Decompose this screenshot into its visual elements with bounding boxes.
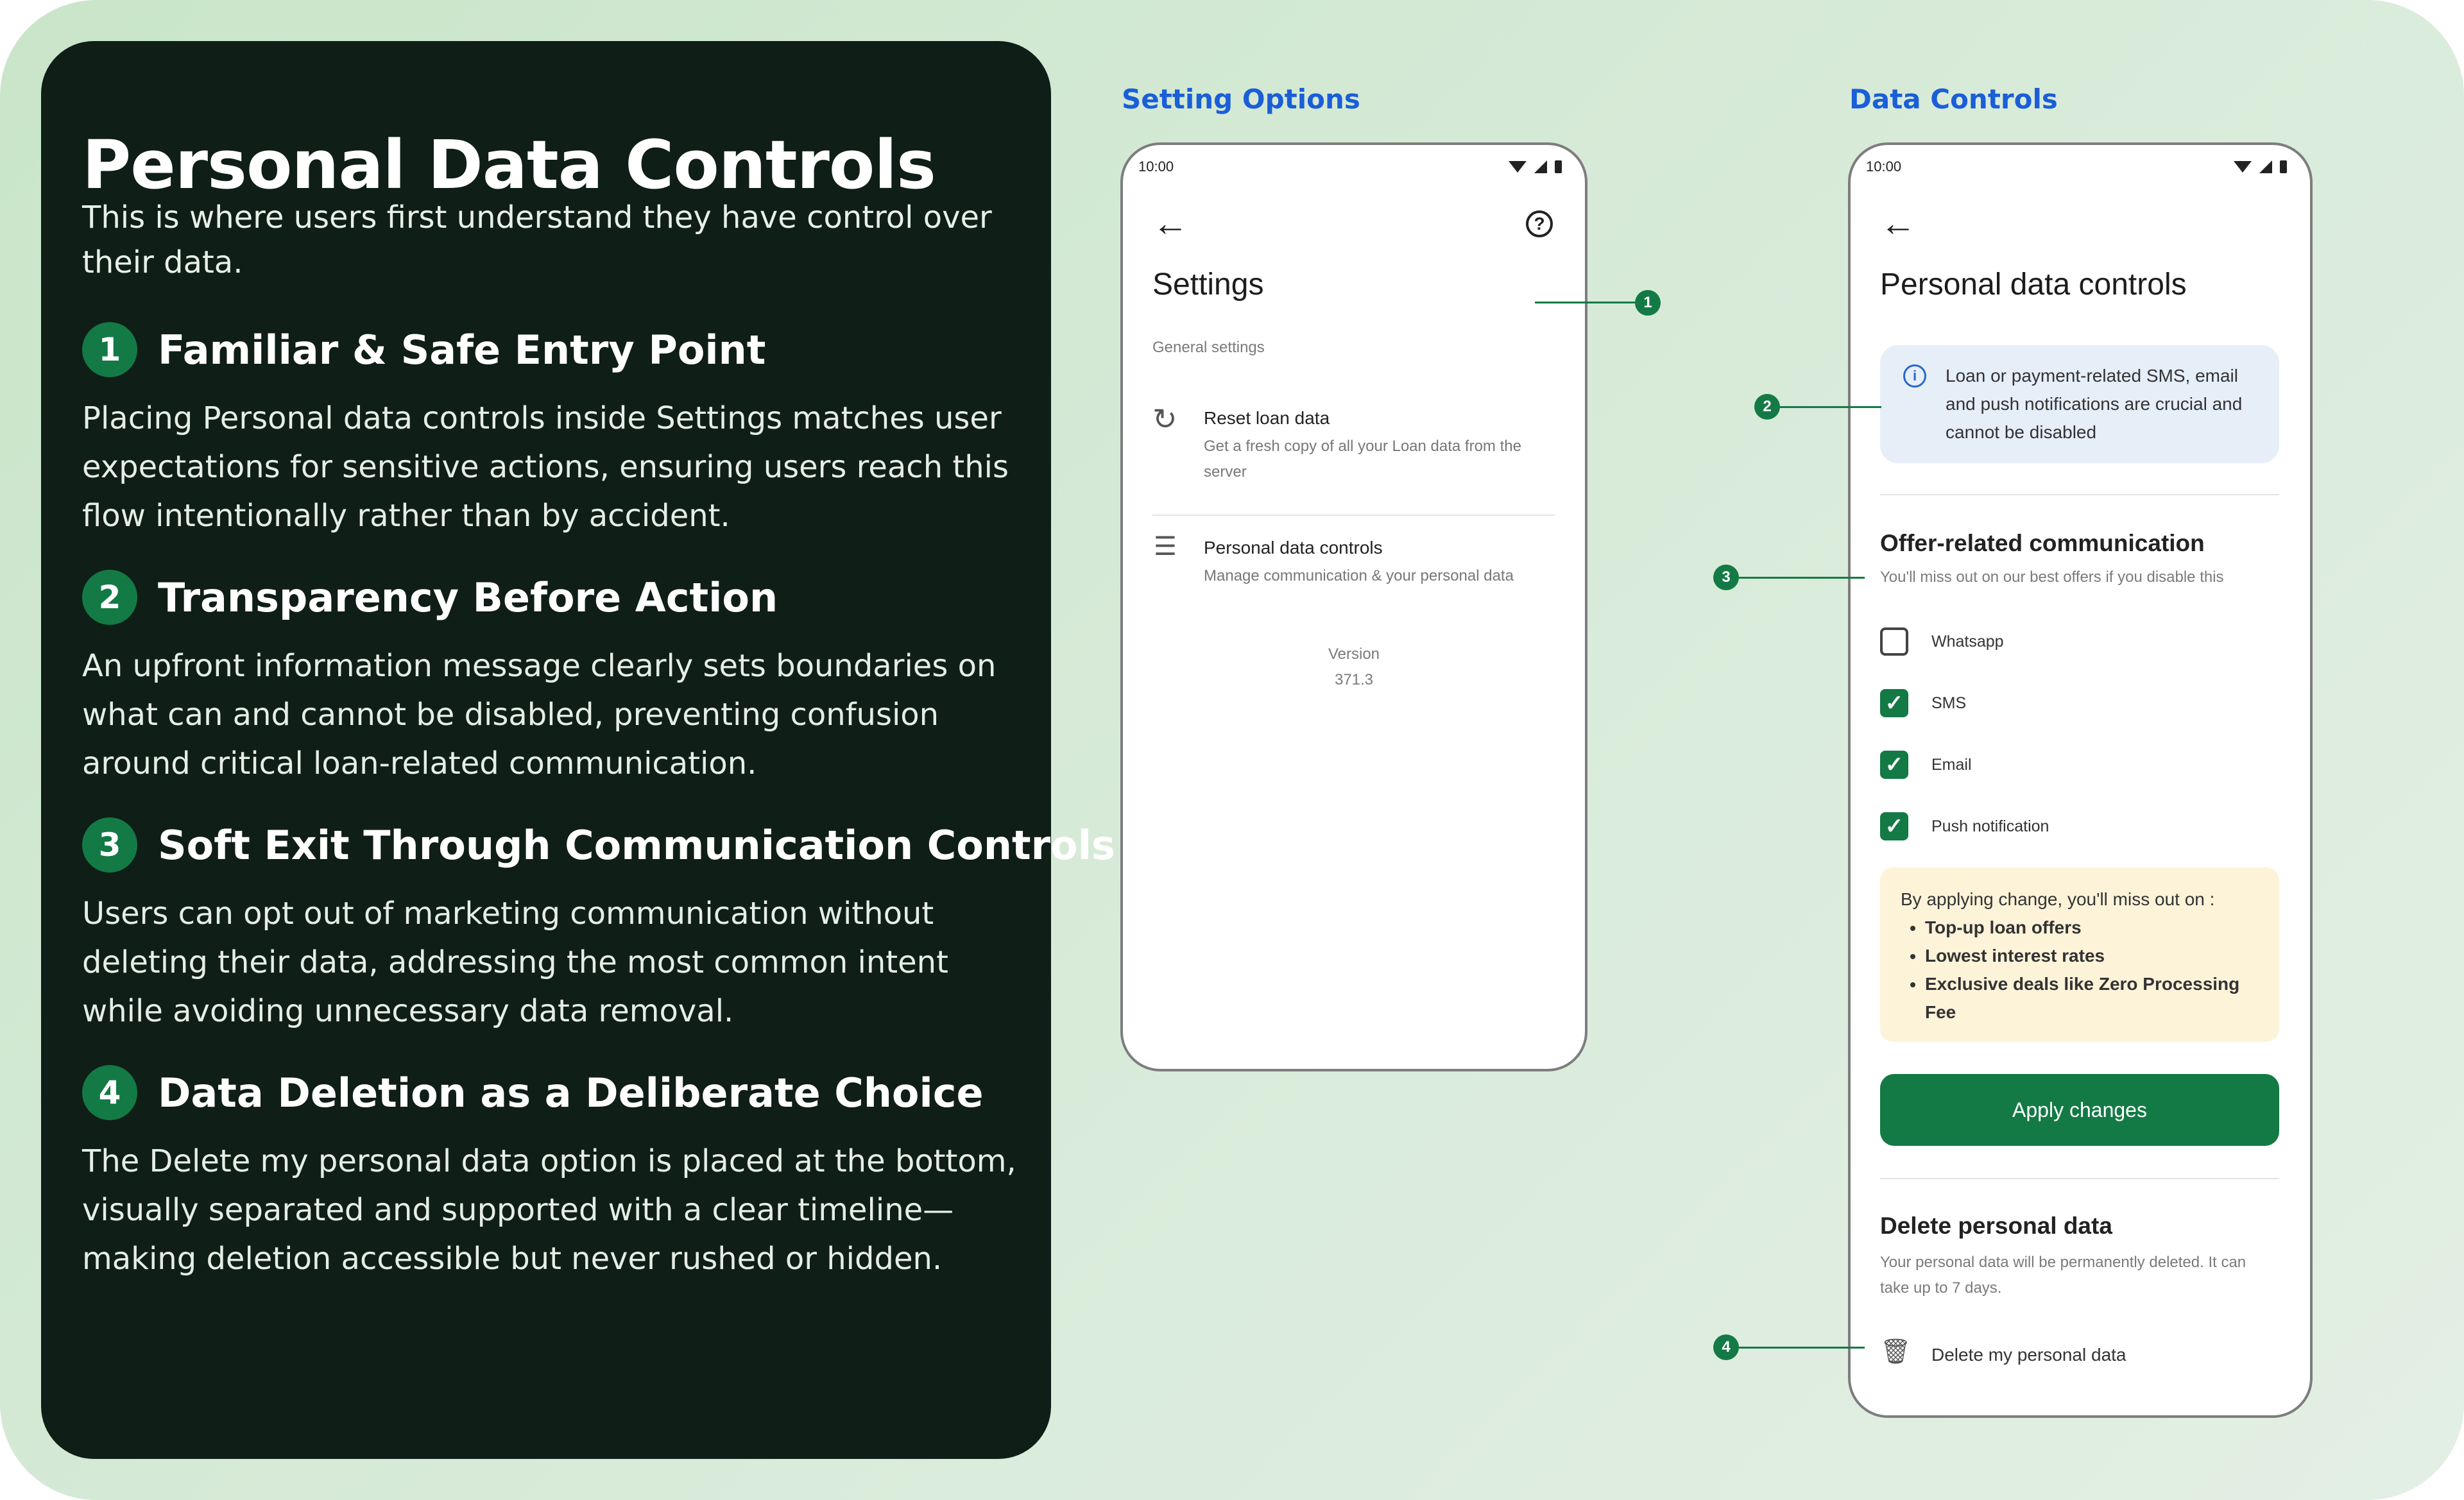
point-title: Transparency Before Action <box>158 574 778 621</box>
version-label: Version <box>1328 645 1380 663</box>
callout-line-4 <box>1739 1347 1865 1349</box>
point-number: 3 <box>82 817 137 873</box>
settings-item-title: Personal data controls <box>1204 538 1383 558</box>
delete-action-label: Delete my personal data <box>1931 1345 2126 1365</box>
point-number: 2 <box>82 570 137 625</box>
point-body: An upfront information message clearly sets boundaries on what can and cannot be disabled, preventing confusion around critical loan-related communication. <box>82 648 997 781</box>
page-subtitle: This is where users first understand they have control over their data. <box>82 200 992 280</box>
whatsapp-checkbox[interactable] <box>1880 627 1908 656</box>
settings-item-personal-data-controls[interactable] <box>1123 534 1585 604</box>
trash-icon: 🗑 <box>1880 1338 1912 1365</box>
email-checkbox[interactable]: ✓ <box>1880 751 1908 779</box>
point-4 <box>82 1064 1032 1283</box>
settings-item-subtitle: Get a fresh copy of all your Loan data from the server <box>1204 438 1521 481</box>
info-icon: i <box>1903 364 1926 388</box>
warning-item: • Lowest interest rates <box>1925 942 2259 970</box>
whatsapp-label: Whatsapp <box>1931 633 2004 651</box>
settings-item-subtitle: Manage communication & your personal data <box>1204 567 1514 584</box>
offer-section-subtitle: You'll miss out on our best offers if you disable this <box>1880 568 2224 586</box>
settings-item-title: Reset loan data <box>1204 408 1330 428</box>
callout-line-2 <box>1779 406 1881 408</box>
status-bar <box>1866 154 2287 180</box>
warning-item: • Exclusive deals like Zero Processing Fee <box>1925 970 2259 1027</box>
point-title: Soft Exit Through Communication Controls <box>158 821 1115 869</box>
label-data-controls: Data Controls <box>1849 83 2058 115</box>
point-number: 1 <box>82 322 137 377</box>
sliders-icon: ☰ <box>1154 533 1177 561</box>
settings-phone <box>1120 142 1587 1071</box>
info-banner <box>1880 345 2279 463</box>
divider <box>1880 1178 2279 1179</box>
email-label: Email <box>1931 756 1972 774</box>
callout-3: 3 <box>1713 565 1739 590</box>
point-body: Users can opt out of marketing communication without deleting their data, addressing the most common intent while avoiding unnecessary data removal. <box>82 896 948 1029</box>
signal-icon <box>1534 160 1547 173</box>
wifi-icon <box>1509 161 1527 173</box>
warning-box <box>1880 867 2279 1042</box>
point-title: Data Deletion as a Deliberate Choice <box>158 1069 984 1116</box>
push-notification-checkbox[interactable]: ✓ <box>1880 812 1908 840</box>
data-controls-phone <box>1848 142 2313 1418</box>
label-setting-options: Setting Options <box>1122 83 1360 115</box>
settings-title: Settings <box>1152 268 1264 302</box>
point-2 <box>82 568 1032 788</box>
delete-section-subtitle: Your personal data will be permanently deleted. It can take up to 7 days. <box>1880 1254 2246 1297</box>
point-title: Familiar & Safe Entry Point <box>158 326 766 373</box>
battery-icon <box>2280 160 2287 173</box>
delete-personal-data-button[interactable] <box>1851 1336 2310 1377</box>
back-arrow-icon[interactable]: ← <box>1152 203 1188 243</box>
section-general-settings: General settings <box>1152 339 1265 356</box>
warning-list <box>1901 914 2259 1027</box>
battery-icon <box>1555 160 1562 173</box>
settings-item-reset-loan-data[interactable] <box>1123 404 1585 507</box>
warning-item: • Top-up loan offers <box>1925 914 2259 942</box>
point-number: 4 <box>82 1065 137 1120</box>
status-time: 10:00 <box>1866 158 1902 175</box>
refresh-icon: ↻ <box>1152 402 1177 436</box>
warning-intro: By applying change, you'll miss out on : <box>1901 889 2215 909</box>
signal-icon <box>2259 160 2272 173</box>
delete-section-title: Delete personal data <box>1880 1213 2112 1239</box>
help-icon[interactable]: ? <box>1526 210 1553 237</box>
data-controls-title: Personal data controls <box>1880 268 2187 302</box>
point-1 <box>82 321 1032 540</box>
callout-2: 2 <box>1754 394 1780 420</box>
status-bar <box>1138 154 1562 180</box>
callout-4: 4 <box>1713 1334 1739 1360</box>
point-body: The Delete my personal data option is placed at the bottom, visually separated and supported with a clear timeline—making deletion accessible but never rushed or hidden. <box>82 1143 1016 1277</box>
explanation-panel <box>41 41 1115 1459</box>
version-number: 371.3 <box>1334 671 1374 688</box>
callout-line-3 <box>1739 577 1865 579</box>
push-notification-label: Push notification <box>1931 817 2049 835</box>
status-time: 10:00 <box>1138 158 1174 175</box>
callout-line-1 <box>1535 302 1648 303</box>
callout-1: 1 <box>1635 290 1661 316</box>
sms-checkbox[interactable]: ✓ <box>1880 689 1908 717</box>
page-title: Personal Data Controls <box>82 126 936 204</box>
point-3 <box>82 816 1115 1036</box>
offer-section-title: Offer-related communication <box>1880 530 2205 556</box>
divider <box>1152 515 1555 516</box>
sms-label: SMS <box>1931 694 1967 712</box>
info-text: Loan or payment-related SMS, email and push notifications are crucial and cannot be disabled <box>1946 366 2243 442</box>
wifi-icon <box>2234 161 2252 173</box>
apply-changes-button[interactable]: Apply changes <box>1880 1074 2279 1146</box>
point-body: Placing Personal data controls inside Settings matches user expectations for sensitive actions, ensuring users reach this flow intentionally rather than by accident. <box>82 400 1009 534</box>
divider <box>1880 494 2279 495</box>
back-arrow-icon[interactable]: ← <box>1880 203 1916 243</box>
